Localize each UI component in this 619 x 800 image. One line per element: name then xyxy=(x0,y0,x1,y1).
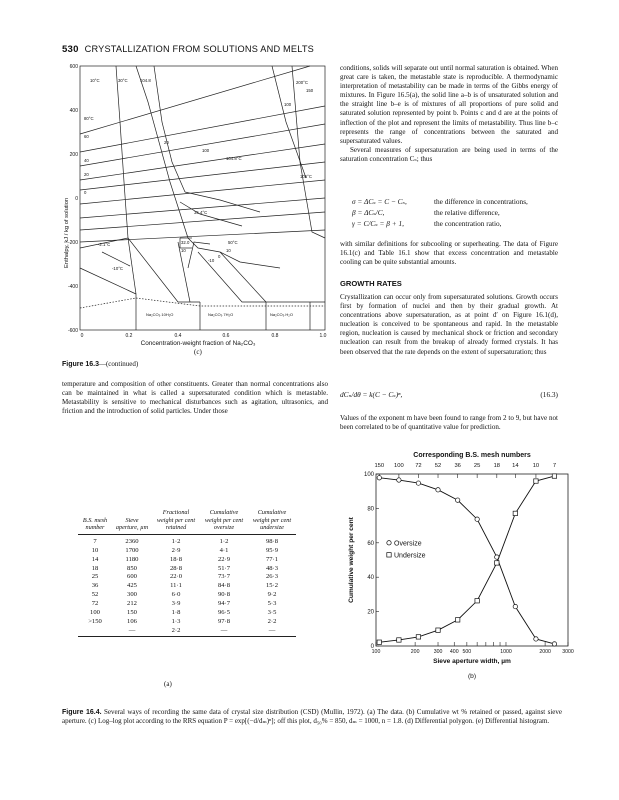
y-tick-label: 80 xyxy=(367,506,374,513)
top-tick-label: 36 xyxy=(454,463,461,469)
isotherm-label: 150 xyxy=(306,88,314,93)
table-cell: 28·8 xyxy=(169,564,183,572)
table-row xyxy=(78,600,296,609)
x-tick: 0.6 xyxy=(222,333,230,339)
data-point-undersize xyxy=(455,618,459,622)
supersaturation-equations xyxy=(352,196,562,229)
table-header: Sieve aperture, µm xyxy=(112,509,152,534)
right-para-1: conditions, solids will separate out until normal saturation is obtained. When great care is taken, the metastable state is reproducible. A thermodynamic interpretation of metastability can be made in terms of the Gibbs energy of mixtures. In Figure 16.5(a), the solid line a–b is of unsaturated solution and the straight line b–e is of mixtures of all proportions of pure solid and saturated solution represented by point b. Points c and d are at the points of inflection of the plot and represent the limits of metastability. Thus line b–c represents the range of concentrations between the saturated and supersaturated values. xyxy=(340,64,558,145)
table-cell: 25 xyxy=(91,573,99,581)
data-point-undersize xyxy=(436,628,440,632)
table-cell: 22·9 xyxy=(217,555,231,563)
isotherm-label: 20 xyxy=(84,172,89,177)
table-row xyxy=(78,618,296,627)
table-cell: 6·0 xyxy=(171,591,181,599)
y-tick: 0 xyxy=(75,196,78,202)
table-cell: 2·9 xyxy=(171,546,181,554)
table-panel-label: (a) xyxy=(164,680,172,688)
table-cell: 97·8 xyxy=(217,617,231,625)
table-cell: — xyxy=(220,626,228,634)
equation-row: σ = ΔCₛ = C − Cₛ, the difference in concentrations, xyxy=(352,197,528,206)
table-cell: — xyxy=(268,626,276,634)
table-cell: 1·2 xyxy=(171,537,181,545)
table-cell: 1180 xyxy=(125,555,139,563)
table-cell: 51·7 xyxy=(217,564,231,572)
data-point-undersize xyxy=(495,561,499,565)
y-tick: 400 xyxy=(69,108,78,114)
isotherm-label: -2.1°C xyxy=(98,242,111,247)
y-tick-label: 20 xyxy=(367,609,374,616)
x-tick-label: 100 xyxy=(371,649,381,655)
table-cell: 150 xyxy=(127,609,137,617)
table-cell: 48·3 xyxy=(265,564,279,572)
table-cell: 3·9 xyxy=(171,600,181,608)
isotherm-label: 80°C xyxy=(84,116,94,121)
table-cell: 98·8 xyxy=(265,537,279,545)
x-axis-label: Concentration-weight fraction of Na₂CO₃ xyxy=(140,340,256,347)
table-cell: 18·8 xyxy=(169,555,183,563)
table-row xyxy=(78,627,296,636)
running-title: CRYSTALLIZATION FROM SOLUTIONS AND MELTS xyxy=(84,44,314,54)
table-header: Cumulative weight per cent undersize xyxy=(248,509,296,534)
y-tick: 200 xyxy=(69,152,78,158)
right-para-4: Crystallization can occur only from supersaturated solutions. Growth occurs first by formation of nuclei and then by their gradual growth. At concentrations above supersaturation, as at point d′ on Figure 16.1(d), nucleation is conceived to be spontaneous and rapid. In the metastable region, nucleation is caused by mechanical shock or friction and secondary nucleation can result from the breakup of already formed crystals. It has been observed that the rate depends on the extent of supersaturation; thus xyxy=(340,293,558,356)
table-cell: 90·8 xyxy=(217,591,231,599)
right-column-end xyxy=(340,414,558,432)
fig163-caption-text: —(continued) xyxy=(98,360,139,368)
equation-main: dCₙ/dθ = k(C − Cₛ)ⁿ, xyxy=(340,390,403,399)
table-cell: 1·2 xyxy=(219,537,229,545)
fig163-caption xyxy=(62,360,138,369)
isotherm-label: 10 xyxy=(181,248,186,253)
table-row xyxy=(78,565,296,574)
isotherm-label: 10°C xyxy=(90,78,100,83)
y-axis-label: Enthalpy, kJ / kg of solution xyxy=(64,197,70,268)
table-cell: 3·5 xyxy=(267,609,277,617)
table-cell: 1·8 xyxy=(171,609,181,617)
table-header: Cumulative weight per cent oversize xyxy=(200,509,248,534)
x-tick-label: 3000 xyxy=(562,649,574,655)
table-cell: 5·3 xyxy=(267,600,277,608)
table-header: B.S. mesh number xyxy=(78,509,112,534)
table-row xyxy=(78,534,296,546)
table-body xyxy=(78,534,296,636)
top-tick-label: 150 xyxy=(374,463,385,469)
isotherm-label: 0 xyxy=(218,254,221,259)
top-tick-label: 72 xyxy=(415,463,422,469)
x-tick: 0.4 xyxy=(174,333,182,339)
isotherm-label: 60 xyxy=(84,134,89,139)
table-cell: 36 xyxy=(91,582,99,590)
table-row xyxy=(78,573,296,582)
table-cell: 52 xyxy=(91,591,99,599)
table-cell xyxy=(78,627,112,636)
table-cell: 106 xyxy=(127,617,137,625)
y-tick-label: 100 xyxy=(363,472,374,478)
phase-label: Na₂CO₃.10H₂O xyxy=(146,312,174,317)
x-tick-label: 500 xyxy=(462,649,472,655)
fig164-caption xyxy=(62,708,562,726)
isotherm-label: 100 xyxy=(202,148,210,153)
left-paragraph xyxy=(62,380,328,416)
cumulative-chart xyxy=(340,448,580,680)
sieve-data-table xyxy=(78,509,296,637)
table-cell: 77·1 xyxy=(265,555,279,563)
table-cell: 425 xyxy=(127,582,137,590)
y-tick: -600 xyxy=(67,328,78,334)
isotherm-label: 10 xyxy=(226,248,231,253)
top-tick-label: 18 xyxy=(493,463,501,469)
page-number: 530 xyxy=(62,44,79,55)
table-cell: 22·0 xyxy=(169,573,183,581)
isotherm-label: 20 xyxy=(164,140,169,145)
isotherm-label: 30°C xyxy=(118,78,128,83)
table-cell: 2·2 xyxy=(267,617,277,625)
top-tick-label: 7 xyxy=(552,463,557,469)
y-tick-label: 0 xyxy=(370,644,374,650)
top-tick-label: 25 xyxy=(473,463,481,469)
table-cell: 4·1 xyxy=(219,546,229,554)
table-cell: 18 xyxy=(91,564,99,572)
fig164-caption-text: Several ways of recording the same data of crystal size distribution (CSD) (Mullin, 1972). (a) The data. (b) Cumulative wt % retained or passed, against sieve aperture. (c) Log–log plot according to the RRS equation P = exp[(−d/dₘ)ⁿ]; off this plot, d₅₀% = 850, dₘ = 1000, n = 1.8. (d) Differential polygon. (e) Differential histogram. xyxy=(62,708,563,725)
data-point-oversize xyxy=(534,637,538,641)
y-tick-label: 60 xyxy=(367,540,374,547)
legend-label: Oversize xyxy=(394,540,422,548)
left-text: temperature and composition of other constituents. Greater than normal concentrations also can be maintained in what is called a supersaturated condition which is metastable. Metastability is sensitive to mechanical disturbances such as agitation, ultrasonics, and friction and the introduction of solid particles. Under those xyxy=(62,380,328,416)
table-cell: 73·7 xyxy=(217,573,231,581)
top-tick-label: 10 xyxy=(532,463,540,469)
x-tick: 0 xyxy=(80,333,84,339)
table-row xyxy=(78,556,296,565)
x-tick: 1.0 xyxy=(319,333,327,339)
equation-16-3 xyxy=(340,390,558,399)
fig163-caption-label: Figure 16.3 xyxy=(62,361,99,368)
isotherm-label: 105°C xyxy=(300,174,312,179)
data-point-undersize xyxy=(475,599,479,603)
y-tick-label: 40 xyxy=(367,575,374,582)
x-tick: 0.2 xyxy=(125,333,133,339)
table-row xyxy=(78,591,296,600)
data-point-undersize xyxy=(534,479,538,483)
y-tick: 600 xyxy=(69,64,78,70)
data-point-oversize xyxy=(436,488,440,492)
right-para-5: Values of the exponent m have been found to range from 2 to 9, but have not been correlated to be of quantitative value for prediction. xyxy=(340,414,558,432)
x-tick-label: 200 xyxy=(410,649,420,655)
series-line-oversize xyxy=(379,478,554,644)
isotherm-label: -10 xyxy=(208,258,215,263)
data-point-undersize xyxy=(513,511,517,515)
x-tick: 0.8 xyxy=(271,333,279,339)
fig163-panel-label: (c) xyxy=(194,348,202,356)
isotherm-label: 35.4°C xyxy=(194,210,208,215)
data-point-oversize xyxy=(397,478,401,482)
isotherm-label: 32.0 xyxy=(181,240,190,245)
table-cell: 100 xyxy=(90,609,100,617)
table-cell: 11·1 xyxy=(170,582,182,590)
table-cell: 212 xyxy=(127,600,137,608)
equation-number: (16.3) xyxy=(540,390,558,399)
data-point-undersize xyxy=(377,640,381,644)
isotherm-label: -10°C xyxy=(112,266,124,271)
isotherm-label: 0 xyxy=(84,190,87,195)
table-cell: 850 xyxy=(127,564,137,572)
table-cell: 600 xyxy=(127,573,137,581)
table-cell: 10 xyxy=(91,546,99,554)
enthalpy-diagram xyxy=(60,62,330,347)
table-row xyxy=(78,547,296,556)
table-cell: 84·8 xyxy=(217,582,231,590)
isotherm-label: 100 xyxy=(284,102,292,107)
y-axis-label: Cumulative weight per cent xyxy=(348,517,355,603)
isotherm-label: 104.8°C xyxy=(226,156,242,161)
table-cell: >150 xyxy=(88,617,102,625)
data-point-oversize xyxy=(377,476,381,480)
table-cell: 94·7 xyxy=(217,600,231,608)
fig164-caption-label: Figure 16.4. xyxy=(62,709,102,716)
phase-label: Na₂CO₃.H₂O xyxy=(270,312,293,317)
table-cell: 96·5 xyxy=(217,609,231,617)
equation-row: β = ΔCₛ/C, the relative difference, xyxy=(352,208,500,217)
top-tick-label: 52 xyxy=(434,463,442,469)
table-cell: — xyxy=(128,626,136,634)
legend-label: Undersize xyxy=(394,552,426,560)
right-column-growth xyxy=(340,293,558,357)
top-tick-label: 100 xyxy=(394,463,404,469)
legend-marker-undersize xyxy=(387,553,391,557)
right-para-2: Several measures of supersaturation are being used in terms of the saturation concentration Cₛ; thus xyxy=(340,145,558,163)
table-header: Fractional weight per cent retained xyxy=(152,509,200,534)
chart-title: Corresponding B.S. mesh numbers xyxy=(413,452,531,459)
table-cell: 95·9 xyxy=(265,546,279,554)
data-point-oversize xyxy=(416,481,420,485)
isotherm-label: 40 xyxy=(84,158,89,163)
table-cell: 1700 xyxy=(125,546,139,554)
data-point-oversize xyxy=(455,498,459,502)
y-tick: -400 xyxy=(67,284,78,290)
table-cell: 15·2 xyxy=(265,582,279,590)
section-title: GROWTH RATES xyxy=(340,279,402,288)
data-point-undersize xyxy=(552,474,556,478)
x-axis-label: Sieve aperture width, µm xyxy=(433,658,511,665)
table-cell: 2360 xyxy=(125,537,139,545)
data-point-undersize xyxy=(416,635,420,639)
y-tick: -200 xyxy=(67,240,78,246)
legend-marker-oversize xyxy=(387,541,391,545)
plot-frame xyxy=(376,474,568,646)
isotherm-label: 200°C xyxy=(296,80,308,85)
right-column xyxy=(340,64,558,164)
table-cell: 26·3 xyxy=(265,573,279,581)
isotherm-label: 104.8 xyxy=(140,78,151,83)
table-cell: 72 xyxy=(91,600,99,608)
chart-panel-label: (b) xyxy=(467,673,477,680)
data-point-undersize xyxy=(397,638,401,642)
table-cell: 300 xyxy=(127,591,137,599)
right-para-3: with similar definitions for subcooling or superheating. The data of Figure 16.1(c) and Table 16.1 show that excess concentration and metastable cooling can be quite substantial amounts. xyxy=(340,240,558,267)
phase-label: Na₂CO₃.7H₂O xyxy=(208,312,234,317)
table-cell: 1·3 xyxy=(171,617,181,625)
data-point-oversize xyxy=(513,604,517,608)
table-cell: 9·2 xyxy=(267,591,277,599)
x-tick-label: 300 xyxy=(433,649,443,655)
running-header xyxy=(62,44,314,55)
table-cell: 2·2 xyxy=(171,626,181,634)
table-row xyxy=(78,609,296,618)
table-cell: 7 xyxy=(93,537,97,545)
equation-row: γ = C/Cₛ = β + 1, the concentration ratio, xyxy=(352,219,502,228)
isotherm-label: 50°C xyxy=(228,240,238,245)
x-tick-label: 400 xyxy=(449,649,459,655)
table-row xyxy=(78,582,296,591)
x-tick-label: 1000 xyxy=(500,649,512,655)
top-tick-label: 14 xyxy=(512,463,519,469)
right-column-lower xyxy=(340,240,558,267)
table-cell: 14 xyxy=(91,555,99,563)
data-point-oversize xyxy=(552,642,556,646)
x-tick-label: 2000 xyxy=(539,649,551,655)
data-point-oversize xyxy=(475,517,479,521)
